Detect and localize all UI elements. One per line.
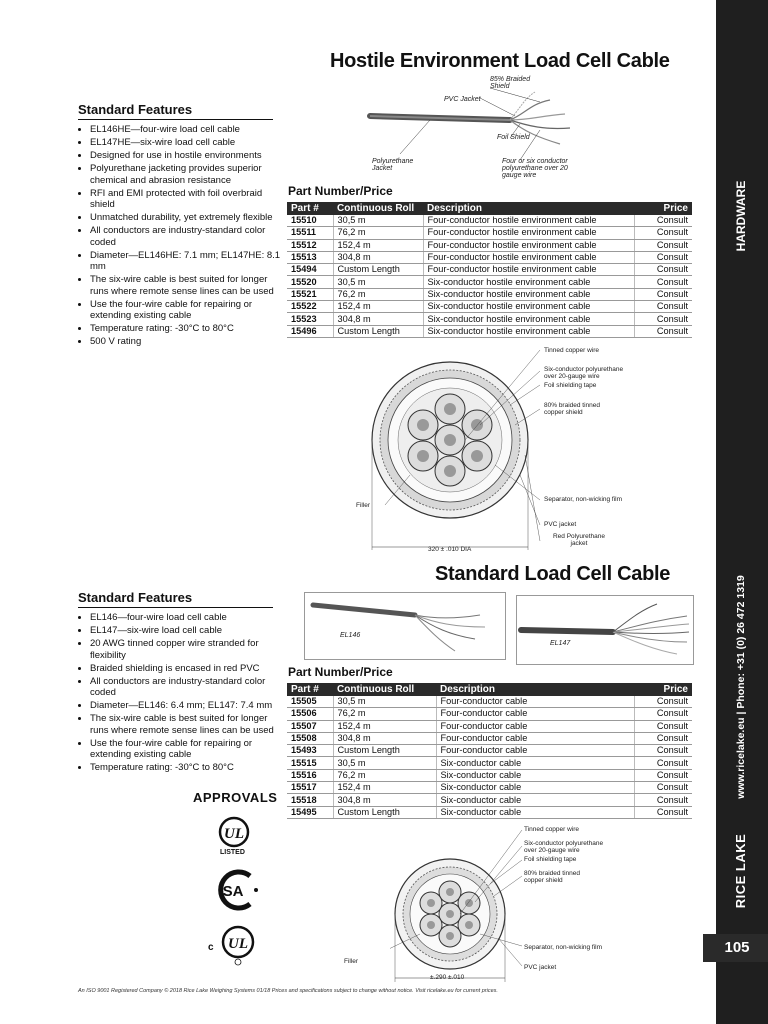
feature-item: • Use the four-wire cable for repairing or extending existing cable	[90, 738, 286, 761]
price-cell: Consult	[634, 696, 692, 708]
diagram1-separator: Separator, non-wicking film	[544, 496, 623, 503]
svg-text:c: c	[208, 942, 214, 953]
hostile-cross-section-diagram	[350, 345, 550, 560]
price-cell: Consult	[634, 288, 692, 300]
table-row	[287, 806, 692, 818]
price-cell: Consult	[634, 301, 692, 313]
table-row	[287, 720, 692, 732]
roll-cell: Custom Length	[333, 806, 436, 818]
price-cell: Consult	[634, 782, 692, 794]
price-cell: Consult	[634, 215, 692, 227]
description-cell: Six-conductor hostile environment cable	[423, 325, 634, 337]
diagram2-sixcond: Six-conductor polyurethane over 20-gauge wire	[524, 840, 604, 854]
part-number-cell: 15508	[287, 732, 333, 744]
price-cell: Consult	[634, 264, 692, 276]
roll-cell: 304,8 m	[333, 732, 436, 744]
table-row	[287, 276, 692, 288]
csa-logo	[210, 866, 260, 914]
c-ul-us-logo	[206, 922, 262, 966]
description-cell: Four-conductor cable	[436, 745, 634, 757]
section2-pn-heading: Part Number/Price	[288, 665, 393, 679]
section2-price-table	[287, 683, 692, 819]
col-part: Part #	[287, 683, 333, 696]
ul-listed-text: LISTED	[220, 849, 245, 856]
svg-text:UL: UL	[228, 936, 248, 952]
diagram1-red: Red Polyurethane jacket	[552, 533, 606, 547]
roll-cell: 30,5 m	[333, 276, 423, 288]
section1-title: Hostile Environment Load Cell Cable	[330, 50, 670, 72]
description-cell: Four-conductor cable	[436, 720, 634, 732]
description-cell: Six-conductor cable	[436, 806, 634, 818]
col-price: Price	[634, 683, 692, 696]
el146-label: EL146	[340, 632, 361, 639]
description-cell: Six-conductor cable	[436, 794, 634, 806]
part-number-cell: 15523	[287, 313, 333, 325]
price-cell: Consult	[634, 251, 692, 263]
feature-item: • The six-wire cable is best suited for longer runs where remote sense lines can be used	[90, 274, 286, 297]
part-number-cell: 15522	[287, 301, 333, 313]
price-cell: Consult	[634, 325, 692, 337]
description-cell: Four-conductor hostile environment cable	[423, 215, 634, 227]
feature-item: • Polyurethane jacketing provides superior chemical and abrasion resistance	[90, 163, 286, 186]
description-cell: Six-conductor cable	[436, 769, 634, 781]
roll-cell: 152,4 m	[333, 782, 436, 794]
feature-item: • All conductors are industry-standard color coded	[90, 676, 286, 699]
feature-item: • The six-wire cable is best suited for longer runs where remote sense lines can be used	[90, 713, 286, 736]
roll-cell: 30,5 m	[333, 757, 436, 769]
col-part: Part #	[287, 202, 333, 215]
part-number-cell: 15512	[287, 239, 333, 251]
svg-text:SA: SA	[222, 883, 244, 900]
table-row	[287, 782, 692, 794]
table-row	[287, 301, 692, 313]
table-row	[287, 745, 692, 757]
part-number-cell: 15510	[287, 215, 333, 227]
approvals-heading: APPROVALS	[193, 790, 278, 805]
price-cell: Consult	[634, 794, 692, 806]
roll-cell: 76,2 m	[333, 708, 436, 720]
diagram2-foil: Foil shielding tape	[524, 856, 577, 863]
table-row	[287, 239, 692, 251]
col-desc: Description	[436, 683, 634, 696]
feature-item: • Temperature rating: -30°C to 80°C	[90, 323, 286, 335]
feature-item: • Use the four-wire cable for repairing or extending existing cable	[90, 299, 286, 322]
sidebar-category: HARDWARE	[734, 180, 748, 252]
roll-cell: 152,4 m	[333, 301, 423, 313]
description-cell: Six-conductor hostile environment cable	[423, 313, 634, 325]
diagram2-tinned: Tinned copper wire	[524, 826, 580, 833]
diagram2-braid: 80% braided tinned copper shield	[524, 870, 581, 884]
table-row	[287, 215, 692, 227]
description-cell: Four-conductor cable	[436, 696, 634, 708]
feature-item: • Diameter—EL146HE: 7.1 mm; EL147HE: 8.1 mm	[90, 250, 286, 273]
feature-item: • 500 V rating	[90, 336, 286, 348]
diagram1-braid: 80% braided tinned copper shield	[544, 402, 601, 416]
part-number-cell: 15505	[287, 696, 333, 708]
section2-features-list	[78, 612, 286, 775]
label-foil: Foil Shield	[497, 134, 530, 141]
feature-item: • 20 AWG tinned copper wire stranded for flexibility	[90, 638, 286, 661]
feature-item: • EL146—four-wire load cell cable	[90, 612, 286, 624]
part-number-cell: 15511	[287, 227, 333, 239]
section1-features-list	[78, 124, 286, 349]
diagram1-dia: 320 ± .010 DIA	[428, 546, 472, 553]
sidebar-contact: www.ricelake.eu | Phone: +31 (0) 26 472 1319	[735, 575, 747, 799]
description-cell: Six-conductor cable	[436, 757, 634, 769]
col-desc: Description	[423, 202, 634, 215]
part-number-cell: 15496	[287, 325, 333, 337]
part-number-cell: 15516	[287, 769, 333, 781]
table-row	[287, 251, 692, 263]
table-row	[287, 708, 692, 720]
section1-pn-heading: Part Number/Price	[288, 184, 393, 198]
description-cell: Four-conductor cable	[436, 732, 634, 744]
roll-cell: 76,2 m	[333, 769, 436, 781]
part-number-cell: 15493	[287, 745, 333, 757]
col-price: Price	[634, 202, 692, 215]
label-braid: 85% Braided Shield	[490, 76, 531, 90]
label-poly: Polyurethane Jacket	[372, 158, 414, 172]
label-pvc: PVC Jacket	[444, 96, 481, 103]
section1-price-table	[287, 202, 692, 338]
roll-cell: 30,5 m	[333, 696, 436, 708]
feature-item: • Designed for use in hostile environments	[90, 150, 286, 162]
el147-photo	[516, 595, 694, 665]
feature-item: • EL147—six-wire load cell cable	[90, 625, 286, 637]
price-cell: Consult	[634, 732, 692, 744]
price-cell: Consult	[634, 708, 692, 720]
roll-cell: Custom Length	[333, 745, 436, 757]
part-number-cell: 15494	[287, 264, 333, 276]
description-cell: Six-conductor hostile environment cable	[423, 301, 634, 313]
description-cell: Four-conductor hostile environment cable	[423, 239, 634, 251]
table-row	[287, 794, 692, 806]
description-cell: Six-conductor hostile environment cable	[423, 276, 634, 288]
footer-text: An ISO 9001 Registered Company © 2018 Rice Lake Weighing Systems 01/18 Prices and specifications subject to change without notice. Visit ricelake.eu for current prices.	[78, 988, 498, 994]
price-cell: Consult	[634, 720, 692, 732]
description-cell: Six-conductor cable	[436, 782, 634, 794]
description-cell: Four-conductor hostile environment cable	[423, 227, 634, 239]
standard-cross-section-diagram	[390, 826, 540, 986]
roll-cell: Custom Length	[333, 325, 423, 337]
section2-features-heading: Standard Features	[78, 590, 273, 608]
price-cell: Consult	[634, 757, 692, 769]
part-number-cell: 15518	[287, 794, 333, 806]
description-cell: Four-conductor cable	[436, 708, 634, 720]
table-row	[287, 288, 692, 300]
table-row	[287, 264, 692, 276]
col-roll: Continuous Roll	[333, 683, 436, 696]
part-number-cell: 15515	[287, 757, 333, 769]
svg-text:UL: UL	[224, 826, 244, 842]
col-roll: Continuous Roll	[333, 202, 423, 215]
price-cell: Consult	[634, 239, 692, 251]
description-cell: Four-conductor hostile environment cable	[423, 251, 634, 263]
part-number-cell: 15520	[287, 276, 333, 288]
label-conductor: Four or six conductor polyurethane over 20 gauge wire	[502, 158, 568, 179]
part-number-cell: 15513	[287, 251, 333, 263]
part-number-cell: 15495	[287, 806, 333, 818]
diagram2-filler: Filler	[344, 958, 359, 965]
description-cell: Six-conductor hostile environment cable	[423, 288, 634, 300]
part-number-cell: 15506	[287, 708, 333, 720]
el146-photo	[304, 592, 506, 660]
feature-item: • RFI and EMI protected with foil overbraid shield	[90, 188, 286, 211]
el147-label: EL147	[550, 640, 571, 647]
roll-cell: 304,8 m	[333, 794, 436, 806]
table-row	[287, 227, 692, 239]
roll-cell: 152,4 m	[333, 239, 423, 251]
diagram1-pvc: PVC jacket	[544, 521, 577, 528]
roll-cell: 304,8 m	[333, 251, 423, 263]
section2-title: Standard Load Cell Cable	[435, 563, 671, 585]
feature-item: • EL146HE—four-wire load cell cable	[90, 124, 286, 136]
table-row	[287, 769, 692, 781]
table-row	[287, 696, 692, 708]
table-row	[287, 313, 692, 325]
roll-cell: 76,2 m	[333, 227, 423, 239]
table-row	[287, 757, 692, 769]
table-row	[287, 325, 692, 337]
feature-item: • Unmatched durability, yet extremely flexible	[90, 212, 286, 224]
diagram2-separator: Separator, non-wicking film	[524, 944, 603, 951]
roll-cell: 76,2 m	[333, 288, 423, 300]
price-cell: Consult	[634, 227, 692, 239]
price-cell: Consult	[634, 276, 692, 288]
part-number-cell: 15521	[287, 288, 333, 300]
diagram1-foil: Foil shielding tape	[544, 382, 597, 389]
description-cell: Four-conductor hostile environment cable	[423, 264, 634, 276]
page-number: 105	[700, 934, 768, 962]
part-number-cell: 15517	[287, 782, 333, 794]
part-number-cell: 15507	[287, 720, 333, 732]
roll-cell: Custom Length	[333, 264, 423, 276]
price-cell: Consult	[634, 806, 692, 818]
roll-cell: 304,8 m	[333, 313, 423, 325]
roll-cell: 30,5 m	[333, 215, 423, 227]
feature-item: • All conductors are industry-standard color coded	[90, 225, 286, 248]
brand-logo: RICE LAKE	[733, 833, 748, 909]
price-cell: Consult	[634, 769, 692, 781]
feature-item: • EL147HE—six-wire load cell cable	[90, 137, 286, 149]
price-cell: Consult	[634, 313, 692, 325]
diagram2-pvc: PVC jacket	[524, 964, 557, 971]
diagram1-tinned: Tinned copper wire	[544, 347, 600, 354]
feature-item: • Temperature rating: -30°C to 80°C	[90, 762, 286, 774]
table-row	[287, 732, 692, 744]
feature-item: • Diameter—EL146: 6.4 mm; EL147: 7.4 mm	[90, 700, 286, 712]
diagram1-filler: Filler	[356, 502, 371, 509]
feature-item: • Braided shielding is encased in red PVC	[90, 663, 286, 675]
roll-cell: 152,4 m	[333, 720, 436, 732]
price-cell: Consult	[634, 745, 692, 757]
diagram2-dia: ±.290 ±.010	[430, 974, 465, 981]
diagram1-sixcond: Six-conductor polyurethane over 20-gauge wire	[544, 366, 624, 380]
section1-features-heading: Standard Features	[78, 102, 273, 120]
